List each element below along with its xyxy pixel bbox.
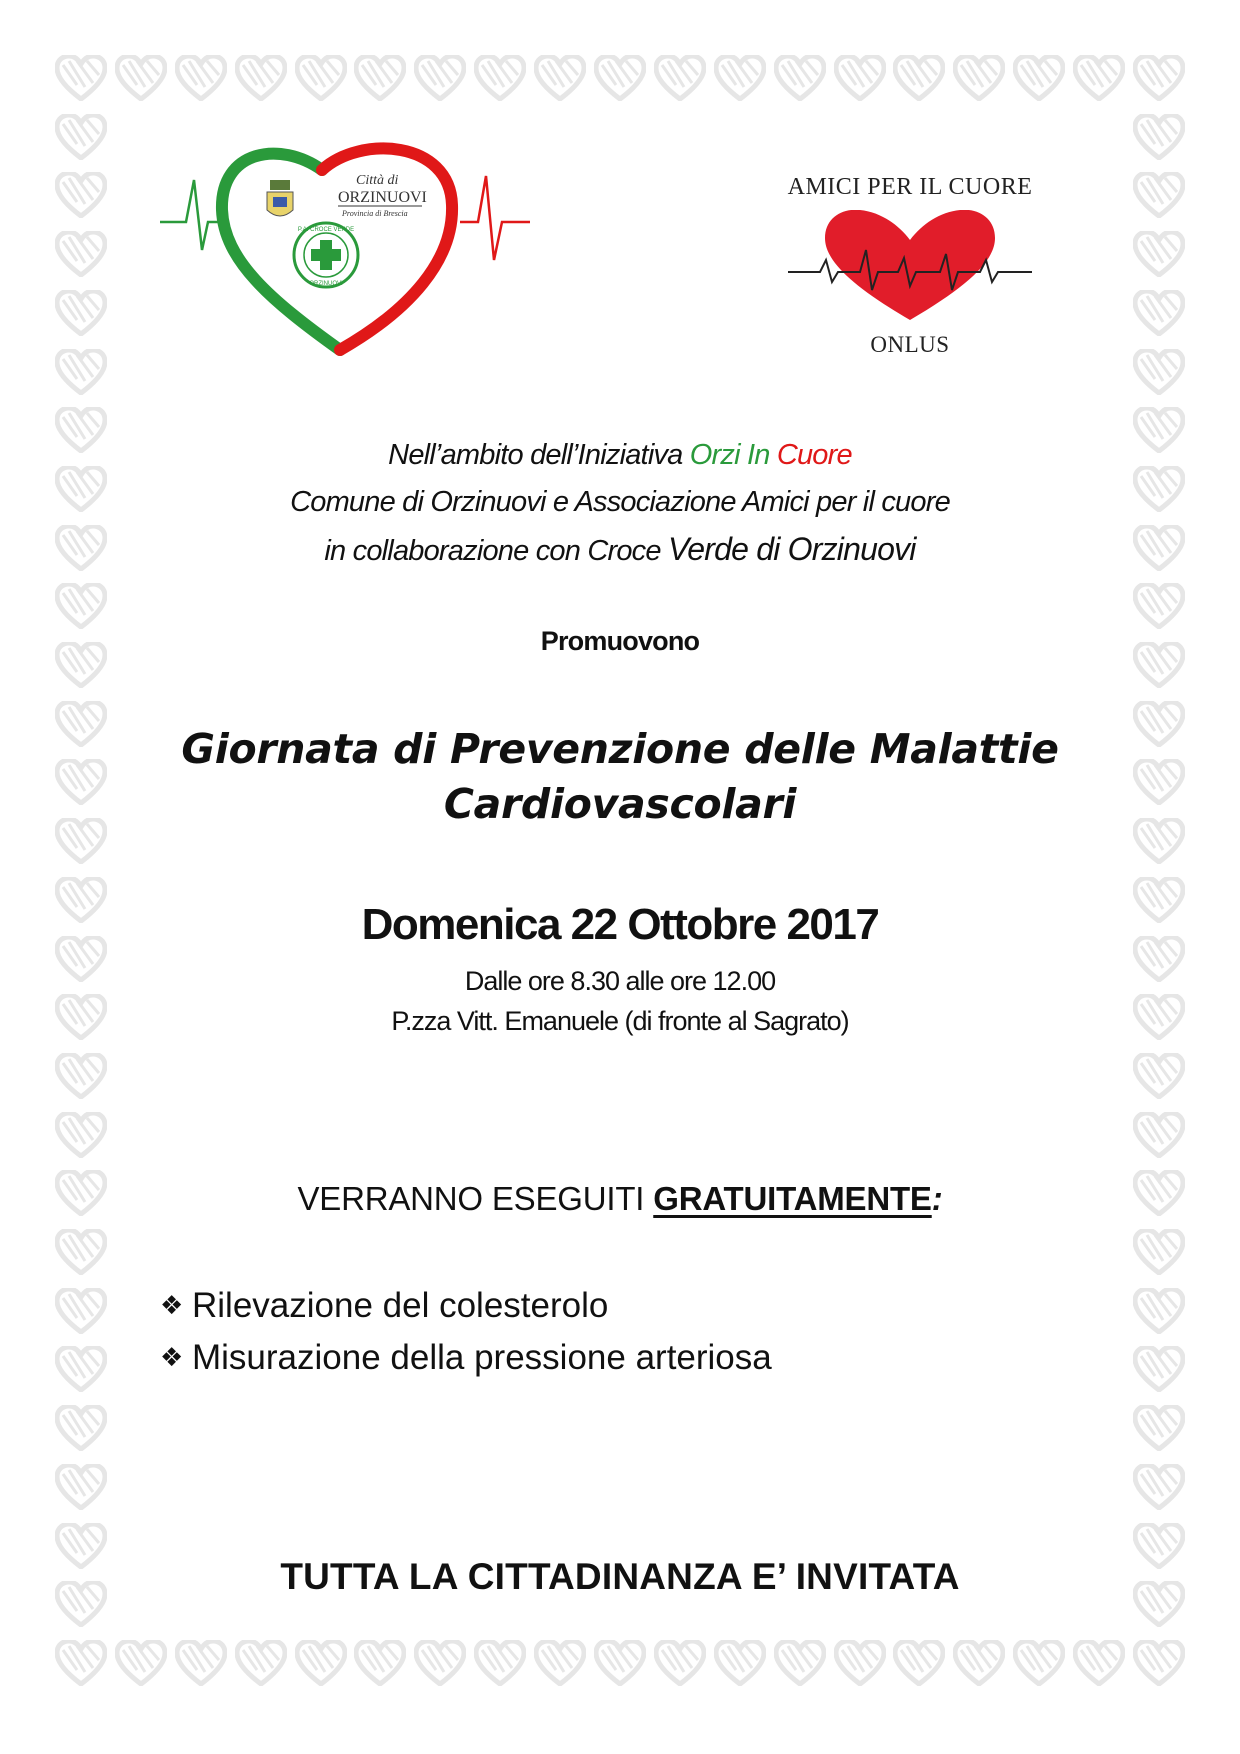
border-heart-icon [1133,1053,1185,1099]
border-heart-icon [1133,55,1185,101]
border-heart-icon [893,55,945,101]
border-heart-icon [55,1464,107,1510]
border-heart-icon [55,172,107,218]
border-heart-icon [1013,1640,1065,1686]
intro-line-1-prefix: Nell’ambito dell’Iniziativa [388,439,690,471]
coat-of-arms-icon [267,180,293,216]
border-heart-icon [534,1640,586,1686]
border-heart-icon [1133,583,1185,629]
services-list [160,1280,1060,1384]
border-heart-icon [774,1640,826,1686]
border-heart-icon [55,231,107,277]
intro-line-3-big: Verde di Orzinuovi [667,531,916,567]
border-heart-icon [714,1640,766,1686]
border-heart-icon [1133,1464,1185,1510]
border-heart-icon [115,55,167,101]
border-heart-icon [534,55,586,101]
border-heart-icon [774,55,826,101]
border-heart-icon [1073,55,1125,101]
border-heart-icon [1133,290,1185,336]
orzinuovi-logo-title-2: ORZINUOVI [338,189,427,206]
border-heart-icon [55,466,107,512]
border-heart-icon [1133,1229,1185,1275]
border-heart-icon [414,55,466,101]
border-heart-icon [55,349,107,395]
free-label-strong: GRATUITAMENTE [653,1180,932,1217]
red-heart-icon [780,210,1040,325]
diamond-bullet-icon: ❖ [160,1291,184,1321]
border-heart-icon [235,55,287,101]
heart-ecg-icon [160,140,580,370]
border-heart-icon [295,1640,347,1686]
border-heart-icon [654,1640,706,1686]
list-item [160,1332,1060,1384]
border-heart-icon [1073,1640,1125,1686]
orzinuovi-logo-subtitle: Provincia di Brescia [342,209,408,218]
border-heart-icon [55,114,107,160]
intro-line-2: Comune di Orzinuovi e Associazione Amici per il cuore [290,486,950,518]
orzinuovi-logo [160,140,580,370]
border-heart-icon [1133,1346,1185,1392]
promuovono-label: Promuovono [540,626,700,656]
border-heart-icon [1013,55,1065,101]
border-heart-icon [55,1288,107,1334]
border-heart-icon [594,55,646,101]
orzinuovi-logo-title-1: Città di [356,173,399,188]
border-heart-icon [1133,759,1185,805]
intro-line-1 [140,432,1100,479]
intro-line-1-space [770,439,777,471]
intro-line-3 [140,526,1100,575]
border-heart-icon [1133,1112,1185,1158]
border-heart-icon [1133,525,1185,571]
border-heart-icon [354,1640,406,1686]
border-heart-icon [55,1112,107,1158]
border-heart-icon [55,1405,107,1451]
border-heart-icon [1133,407,1185,453]
intro-text [140,432,1100,575]
border-heart-icon [1133,701,1185,747]
amici-logo-title: AMICI PER IL CUORE [787,174,1033,200]
event-title-line-2: Cardiovascolari [443,780,797,828]
border-heart-icon [175,1640,227,1686]
event-hours: Dalle ore 8.30 alle ore 12.00 [464,966,776,996]
border-heart-icon [594,1640,646,1686]
border-heart-icon [1133,466,1185,512]
list-item [160,1280,1060,1332]
event-date: Domenica 22 Ottobre 2017 [361,900,879,949]
border-heart-icon [175,55,227,101]
intro-line-3-prefix: in collaborazione con Croce [324,535,668,567]
service-label: Misurazione della pressione arteriosa [192,1338,772,1377]
event-title [100,722,1140,832]
border-heart-icon [953,1640,1005,1686]
border-heart-icon [235,1640,287,1686]
border-heart-icon [55,1640,107,1686]
border-heart-icon [295,55,347,101]
border-heart-icon [474,55,526,101]
border-heart-icon [654,55,706,101]
border-heart-icon [115,1640,167,1686]
border-heart-icon [1133,1405,1185,1451]
border-heart-icon [714,55,766,101]
free-label-colon: : [931,1180,943,1217]
border-heart-icon [834,1640,886,1686]
border-heart-icon [1133,231,1185,277]
cuore-word: Cuore [776,439,852,471]
diamond-bullet-icon: ❖ [160,1343,184,1373]
border-heart-icon [1133,1640,1185,1686]
croce-ring-bottom: ORZINUOVI [309,281,343,287]
border-heart-icon [55,583,107,629]
event-place: P.zza Vitt. Emanuele (di fronte al Sagrato) [391,1006,849,1036]
border-heart-icon [55,525,107,571]
border-heart-icon [55,1346,107,1392]
free-label-prefix: VERRANNO ESEGUITI [297,1180,654,1217]
border-heart-icon [354,55,406,101]
border-heart-icon [55,290,107,336]
closing-invitation: TUTTA LA CITTADINANZA E’ INVITATA [280,1556,960,1597]
amici-logo-subtitle: ONLUS [870,332,950,357]
border-heart-icon [834,55,886,101]
croce-ring-top: P.A. CROCE VERDE [297,227,355,233]
amici-per-il-cuore-logo [780,170,1040,365]
border-heart-icon [953,55,1005,101]
border-heart-icon [55,407,107,453]
event-title-line-1: Giornata di Prevenzione delle Malattie [181,725,1059,773]
border-heart-icon [1133,172,1185,218]
border-heart-icon [1133,818,1185,864]
free-services-label [0,1180,1240,1218]
orzi-in-word: Orzi In [689,439,770,471]
border-heart-icon [1133,114,1185,160]
border-heart-icon [414,1640,466,1686]
border-heart-icon [55,55,107,101]
border-heart-icon [55,1229,107,1275]
service-label: Rilevazione del colesterolo [192,1286,609,1325]
border-heart-icon [1133,1288,1185,1334]
border-heart-icon [55,1053,107,1099]
border-heart-icon [1133,349,1185,395]
border-heart-icon [474,1640,526,1686]
border-heart-icon [893,1640,945,1686]
